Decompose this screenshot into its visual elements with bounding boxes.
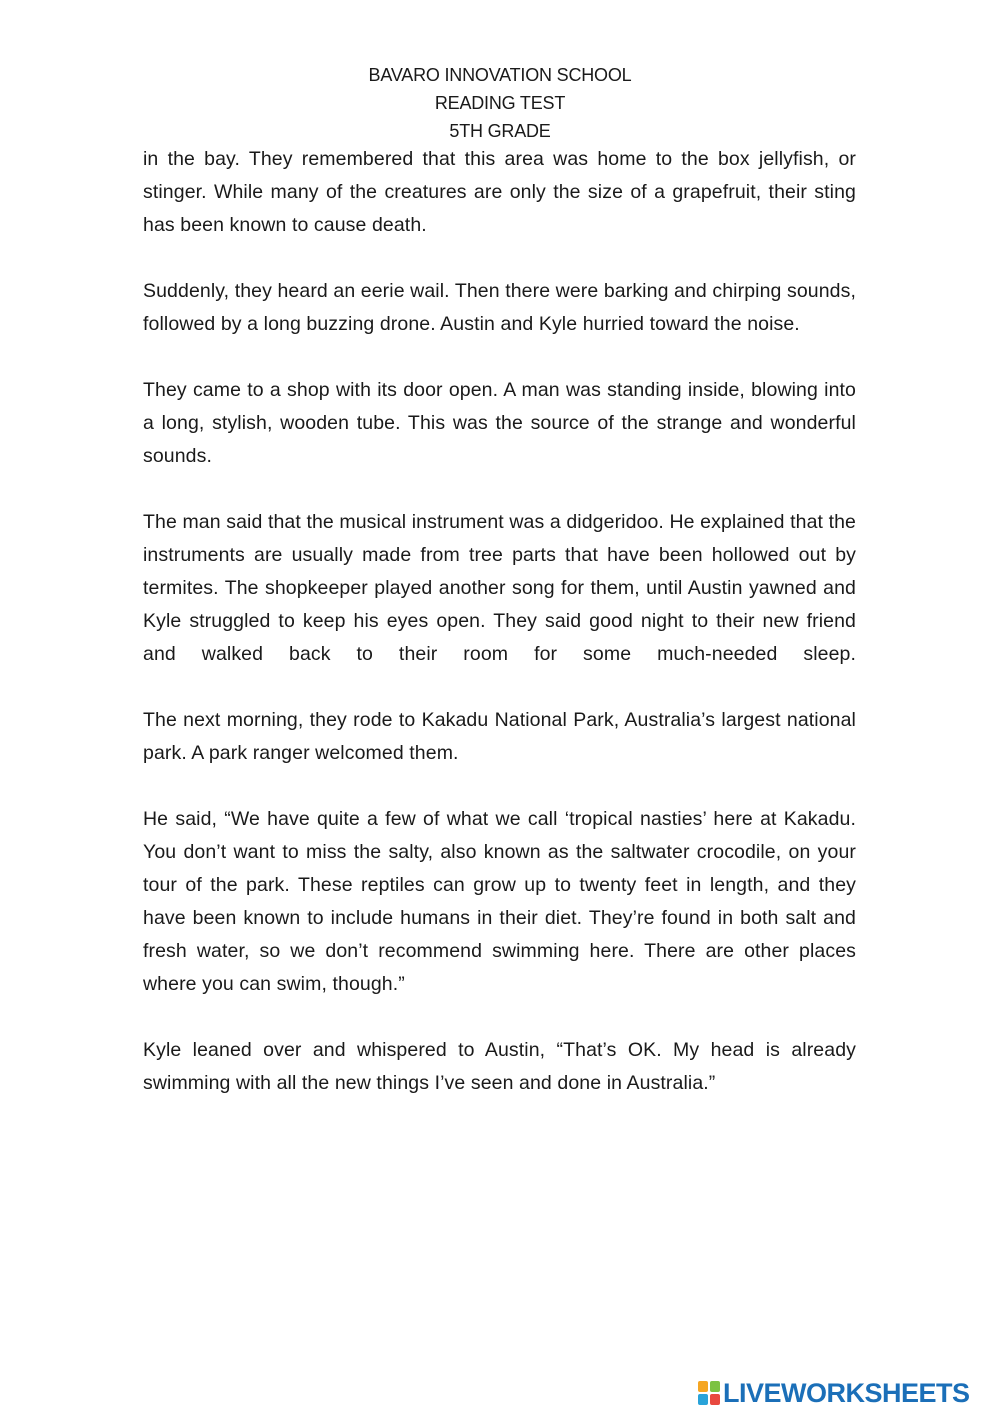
paragraph-1: in the bay. They remembered that this area was home to the box jellyfish, or stinger. While many of the creatures are only the size of a grapefruit, their sting has been known to cause death. xyxy=(143,148,856,236)
reading-passage xyxy=(143,143,856,1133)
liveworksheets-watermark[interactable] xyxy=(698,1378,970,1408)
paragraph-5: The next morning, they rode to Kakadu National Park, Australia’s largest national park. A park ranger welcomed them. xyxy=(143,709,856,764)
paragraph-4: The man said that the musical instrument was a didgeridoo. He explained that the instruments are usually made from tree parts that have been hollowed out by termites. The shopkeeper played another song for them, until Austin yawned and Kyle struggled to keep his eyes open. They said good night to their new friend and walked back to their room for some much-needed sleep. xyxy=(143,511,856,665)
test-title: READING TEST xyxy=(434,93,566,113)
paragraph-7: Kyle leaned over and whispered to Austin, “That’s OK. My head is already swimming with all the new things I’ve seen and done in Australia.” xyxy=(143,1039,856,1094)
school-name: BAVARO INNOVATION SCHOOL xyxy=(368,65,632,85)
liveworksheets-logo-icon xyxy=(698,1381,720,1405)
paragraph-3: They came to a shop with its door open. A man was standing inside, blowing into a long, stylish, wooden tube. This was the source of the strange and wonderful sounds. xyxy=(143,379,856,467)
document-header xyxy=(0,61,1000,145)
paragraph-2: Suddenly, they heard an eerie wail. Then there were barking and chirping sounds, followed by a long buzzing drone. Austin and Kyle hurried toward the noise. xyxy=(143,280,856,335)
grade-label: 5TH GRADE xyxy=(449,121,551,141)
paragraph-6: He said, “We have quite a few of what we call ‘tropical nasties’ here at Kakadu. You don’t want to miss the salty, also known as the saltwater crocodile, on your tour of the park. These reptiles can grow up to twenty feet in length, and they have been known to include humans in their diet. They’re found in both salt and fresh water, so we don’t recommend swimming here. There are other places where you can swim, though.” xyxy=(143,808,856,995)
brand-name: LIVEWORKSHEETS xyxy=(723,1377,970,1408)
